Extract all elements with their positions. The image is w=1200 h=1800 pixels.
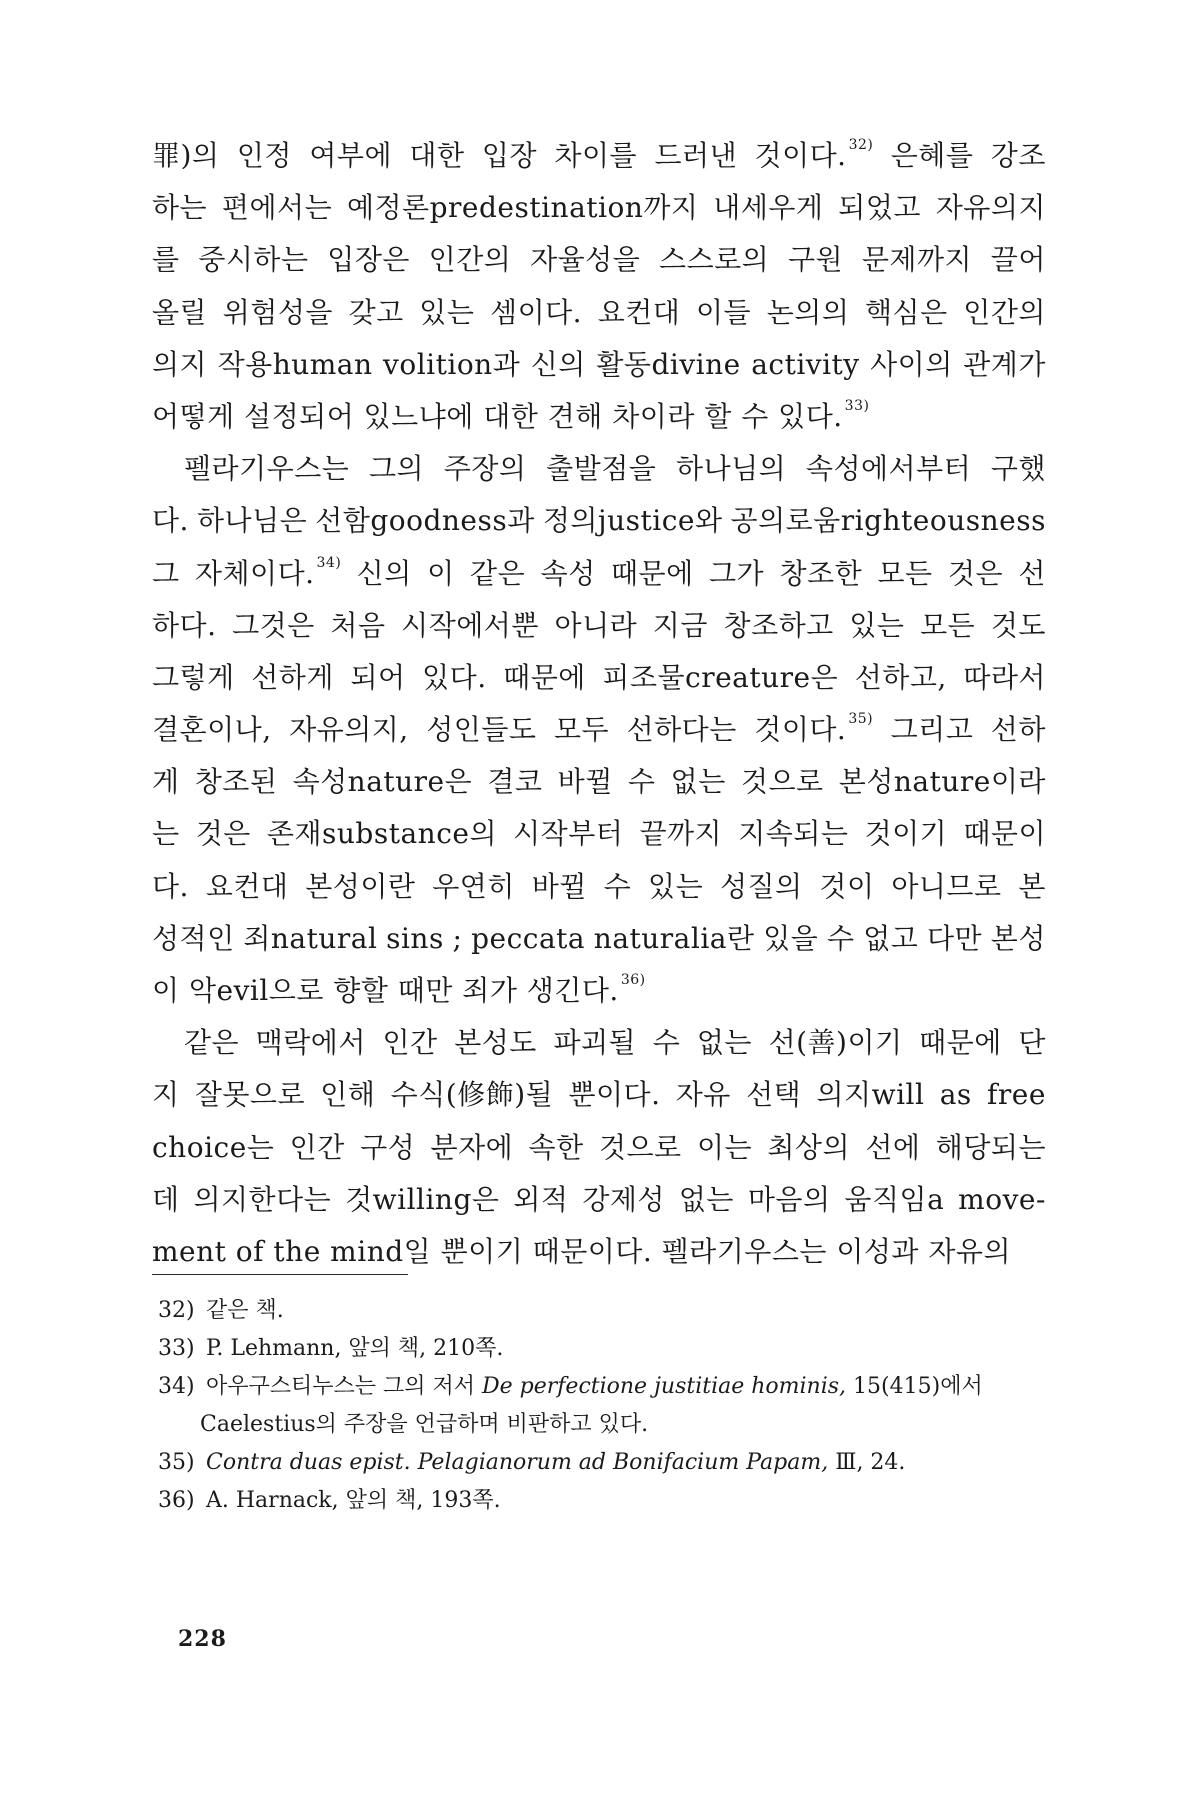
word: 활동divine bbox=[596, 347, 741, 381]
word: 지속되는 bbox=[738, 817, 849, 851]
word: 모든 bbox=[920, 608, 976, 642]
word: 의지 bbox=[152, 347, 208, 381]
word: 문제까지 bbox=[861, 243, 973, 277]
word: 이 bbox=[427, 556, 455, 590]
text-run: ment of the mind일 뿐이기 때문이다. 펠라기우스는 이성과 자유의 bbox=[152, 1234, 1012, 1268]
text-run: 이 악evil으로 향할 때만 죄가 생긴다. bbox=[152, 974, 619, 1007]
word: 아니므로 bbox=[891, 869, 1002, 903]
word: 입장 bbox=[481, 139, 538, 172]
word: ; bbox=[452, 921, 463, 955]
footnote-marker: 35) bbox=[848, 711, 874, 728]
text-line bbox=[152, 130, 1046, 182]
word: 시작에서뿐 bbox=[401, 608, 539, 642]
word: 그렇게 bbox=[152, 660, 235, 694]
footnote bbox=[158, 1482, 1048, 1520]
word: 드러낸 bbox=[654, 139, 738, 172]
word: 하나님은 bbox=[196, 504, 308, 538]
word: 있는 bbox=[648, 869, 704, 903]
word: 처음 bbox=[330, 608, 386, 642]
word: 예정론predestination까지 bbox=[346, 191, 699, 225]
word: 단 bbox=[1018, 1026, 1046, 1060]
word: 성적인 bbox=[152, 921, 235, 955]
word: 성질의 bbox=[719, 869, 803, 903]
word: 되었고 bbox=[838, 191, 921, 225]
footnote-number: 32) bbox=[158, 1298, 195, 1323]
word: 자유 bbox=[675, 1078, 731, 1112]
word: 시작부터 bbox=[513, 817, 624, 851]
word: 펠라기우스는 bbox=[184, 452, 350, 486]
body-text bbox=[152, 130, 1046, 1278]
word: 그것은 bbox=[232, 608, 315, 642]
word: 것이다. $^{32)}$ bbox=[754, 137, 874, 172]
footnote-text: 같은 책. bbox=[206, 1298, 284, 1323]
word: choice는 bbox=[152, 1130, 275, 1164]
word: 있을 bbox=[763, 921, 819, 955]
word: 하나님의 bbox=[676, 452, 787, 486]
word: free bbox=[987, 1078, 1046, 1112]
word: 게 bbox=[152, 765, 180, 799]
word: 셈이다. bbox=[490, 295, 583, 329]
word: 때문에 bbox=[919, 1026, 1002, 1060]
word: 때문에 bbox=[503, 660, 586, 694]
word: 창조된 bbox=[194, 765, 278, 799]
word: 지 bbox=[152, 1078, 180, 1112]
text-line bbox=[152, 234, 1046, 286]
word: 중시하는 bbox=[198, 243, 309, 277]
word: 인정 bbox=[236, 139, 292, 172]
word: 선하다는 bbox=[626, 713, 737, 747]
word: 창조한 bbox=[779, 556, 863, 590]
word: 출발점을 bbox=[546, 452, 657, 486]
footnote-text: 아우구스티누스는 그의 저서 De perfectione justitiae hominis, 15(415)에서 bbox=[206, 1374, 983, 1399]
word: volition과 bbox=[383, 347, 521, 381]
word: 그가 bbox=[709, 556, 765, 590]
word: 것은 bbox=[947, 556, 1004, 590]
word: 이들 bbox=[695, 295, 752, 329]
word: 의지will bbox=[816, 1078, 925, 1112]
word: 그 bbox=[152, 556, 180, 590]
footnote bbox=[158, 1292, 1048, 1330]
word: 요컨대 bbox=[597, 295, 681, 329]
word: 사이의 bbox=[870, 347, 953, 381]
footnote-separator bbox=[152, 1274, 408, 1275]
word: move- bbox=[958, 1182, 1046, 1216]
word: 피조물creature은 bbox=[602, 660, 839, 694]
word: 것도 bbox=[990, 608, 1046, 642]
word: 것이기 bbox=[864, 817, 948, 851]
word: peccata bbox=[471, 921, 586, 955]
word: 때문이 bbox=[963, 817, 1046, 851]
word: 없는 bbox=[678, 1182, 734, 1216]
word: 본성 bbox=[990, 921, 1046, 955]
word: 존재substance의 bbox=[266, 817, 497, 851]
word: 그의 bbox=[368, 452, 425, 486]
word: 것으로 bbox=[740, 765, 824, 799]
word: 罪)의 bbox=[152, 139, 220, 172]
word: 입장은 bbox=[327, 243, 410, 277]
word: 없는 bbox=[696, 1026, 752, 1060]
word: 수 bbox=[627, 765, 656, 799]
word: 수 bbox=[826, 921, 855, 955]
word: 인해 bbox=[320, 1078, 376, 1112]
footnote bbox=[158, 1444, 1048, 1482]
text-line bbox=[152, 443, 1046, 495]
word: 있는 bbox=[849, 608, 905, 642]
footnote-continuation: Caelestius의 주장을 언급하며 비판하고 있다. bbox=[200, 1412, 649, 1437]
word: 다. bbox=[152, 869, 189, 903]
word: 잘못으로 bbox=[194, 1078, 306, 1112]
footnote-marker: 34) bbox=[316, 554, 342, 571]
word: 있다. bbox=[422, 660, 487, 694]
word: 속성에서부터 bbox=[805, 452, 972, 486]
word: 지금 bbox=[652, 608, 708, 642]
word: 요컨대 bbox=[205, 869, 289, 903]
footnote-number: 35) bbox=[158, 1450, 195, 1475]
word: 있는 bbox=[419, 295, 475, 329]
word: 정의justice와 bbox=[542, 504, 723, 538]
word: 올릴 bbox=[152, 295, 208, 329]
word: 때문에 bbox=[610, 556, 694, 590]
word: 관계가 bbox=[963, 347, 1046, 381]
text-line bbox=[152, 808, 1046, 860]
word: 없는 bbox=[670, 765, 726, 799]
word: 죄natural bbox=[243, 921, 378, 955]
word: 따라서 bbox=[963, 660, 1046, 694]
word: 그리고 bbox=[890, 713, 974, 747]
word: 자율성을 bbox=[530, 243, 641, 277]
word: 신의 bbox=[356, 556, 412, 590]
word: 구했 bbox=[990, 452, 1046, 486]
word: 데 bbox=[152, 1182, 180, 1216]
word: 없고 bbox=[863, 921, 919, 955]
word: 대한 bbox=[409, 139, 465, 172]
word: 인간의 bbox=[963, 295, 1046, 329]
word: as bbox=[939, 1078, 972, 1112]
footnotes bbox=[158, 1292, 1048, 1520]
word: 것이 bbox=[819, 869, 875, 903]
word: 편에서는 bbox=[221, 191, 333, 225]
word: 바뀔 bbox=[531, 869, 587, 903]
word: 스스로의 bbox=[659, 243, 770, 277]
word: 창조하고 bbox=[723, 608, 834, 642]
word: 구성 bbox=[360, 1130, 416, 1164]
text-line bbox=[152, 495, 1046, 547]
word: 구원 bbox=[787, 243, 844, 277]
word: 뿐이다. bbox=[568, 1078, 661, 1112]
word: 인간 bbox=[382, 1026, 438, 1060]
word: 강조 bbox=[990, 139, 1046, 172]
word: 것으로 bbox=[598, 1130, 682, 1164]
page-number: 228 bbox=[178, 1626, 227, 1652]
word: 여부에 bbox=[309, 139, 393, 172]
footnote bbox=[158, 1330, 1048, 1368]
word: 결혼이나, bbox=[152, 713, 272, 747]
footnote bbox=[158, 1368, 1048, 1406]
word: 자유의지, bbox=[289, 713, 409, 747]
word: 의지한다는 bbox=[193, 1182, 332, 1216]
word: 강제성 bbox=[582, 1182, 665, 1216]
text-run: 어떻게 설정되어 있느냐에 대한 견해 차이라 할 수 있다. bbox=[152, 399, 843, 433]
text-line bbox=[152, 339, 1046, 391]
word: 분자에 bbox=[430, 1130, 514, 1164]
word: 것은 bbox=[195, 817, 251, 851]
text-line bbox=[152, 1174, 1046, 1226]
word: 본성도 bbox=[454, 1026, 537, 1060]
word: 아니라 bbox=[554, 608, 638, 642]
word: naturalia란 bbox=[593, 921, 755, 955]
word: 인간의 bbox=[428, 243, 512, 277]
footnote-marker: 36) bbox=[620, 972, 646, 988]
word: 바뀔 bbox=[557, 765, 613, 799]
word: 다만 bbox=[927, 921, 983, 955]
text-line bbox=[152, 548, 1046, 600]
text-line bbox=[152, 652, 1046, 704]
word: 본성이란 bbox=[305, 869, 416, 903]
word: 작용human bbox=[217, 347, 373, 381]
footnote-marker: 32) bbox=[848, 137, 874, 153]
text-line bbox=[152, 182, 1046, 234]
word: 해당되는 bbox=[935, 1130, 1046, 1164]
word: 하다. bbox=[152, 608, 217, 642]
text-line bbox=[152, 1069, 1046, 1121]
word: 차이를 bbox=[554, 139, 638, 172]
word: 주장의 bbox=[443, 452, 527, 486]
text-line bbox=[152, 913, 1046, 965]
word: 같은 bbox=[184, 1026, 240, 1060]
word: 자유의지 bbox=[935, 191, 1046, 225]
word: 본성nature이라 bbox=[838, 765, 1046, 799]
word: 같은 bbox=[470, 556, 526, 590]
word: 선(善)이기 bbox=[768, 1026, 903, 1060]
word: 우연히 bbox=[432, 869, 515, 903]
text-line bbox=[152, 861, 1046, 913]
word: 끌어 bbox=[990, 243, 1046, 277]
word: 움직임a bbox=[844, 1182, 945, 1216]
word: 수 bbox=[603, 869, 632, 903]
word: 선하고, bbox=[854, 660, 947, 694]
word: 끝까지 bbox=[639, 817, 723, 851]
word: 갖고 bbox=[348, 295, 404, 329]
word: activity bbox=[751, 347, 860, 381]
word: sins bbox=[386, 921, 444, 955]
word: 속한 bbox=[528, 1130, 584, 1164]
text-line bbox=[152, 1017, 1046, 1069]
word: 것willing은 bbox=[345, 1182, 500, 1216]
text-line bbox=[152, 965, 1046, 1017]
word: 속성nature은 bbox=[292, 765, 473, 799]
word: 수식(修飾)될 bbox=[390, 1078, 554, 1112]
text-line bbox=[152, 600, 1046, 652]
word: 속성 bbox=[540, 556, 596, 590]
word: 이는 bbox=[696, 1130, 753, 1164]
text-line bbox=[152, 391, 1046, 443]
word: 선 bbox=[1018, 556, 1046, 590]
text-line bbox=[152, 1226, 1046, 1278]
word: 모든 bbox=[877, 556, 933, 590]
word: 핵심은 bbox=[865, 295, 948, 329]
word: 최상의 bbox=[767, 1130, 851, 1164]
word: 선하게 bbox=[251, 660, 334, 694]
word: 다. bbox=[152, 504, 189, 538]
footnote-number: 34) bbox=[158, 1374, 195, 1399]
word: 성인들도 bbox=[426, 713, 537, 747]
word: 모두 bbox=[553, 713, 610, 747]
footnote-number: 36) bbox=[158, 1488, 195, 1513]
word: 논의의 bbox=[766, 295, 850, 329]
text-line bbox=[152, 287, 1046, 339]
word: 선함goodness과 bbox=[315, 504, 535, 538]
text-line bbox=[152, 1122, 1046, 1174]
word: 외적 bbox=[513, 1182, 569, 1216]
word: 본 bbox=[1018, 869, 1046, 903]
word: 를 bbox=[152, 243, 180, 277]
word: 위험성을 bbox=[222, 295, 333, 329]
word: 공의로움righteousness bbox=[730, 504, 1046, 538]
text-line bbox=[152, 756, 1046, 808]
word: 내세우게 bbox=[713, 191, 824, 225]
footnote-text: A. Harnack, 앞의 책, 193쪽. bbox=[206, 1488, 501, 1513]
word: 맥락에서 bbox=[255, 1026, 366, 1060]
text-line bbox=[152, 704, 1046, 756]
word: 결코 bbox=[487, 765, 543, 799]
footnote-number: 33) bbox=[158, 1336, 195, 1361]
word: 파괴될 bbox=[553, 1026, 637, 1060]
word: 는 bbox=[152, 817, 180, 851]
word: 선택 bbox=[746, 1078, 802, 1112]
word: 신의 bbox=[530, 347, 586, 381]
word: 마음의 bbox=[747, 1182, 831, 1216]
word: 것이다. $^{35)}$ bbox=[754, 711, 874, 747]
word: 되어 bbox=[350, 660, 406, 694]
word: 수 bbox=[652, 1026, 681, 1060]
word: 선하 bbox=[990, 713, 1046, 747]
word: 선에 bbox=[865, 1130, 921, 1164]
footnote-text: Contra duas epist. Pelagianorum ad Bonifacium Papam, Ⅲ, 24. bbox=[206, 1450, 906, 1475]
word: 은혜를 bbox=[890, 139, 974, 172]
word: 인간 bbox=[289, 1130, 345, 1164]
word: 자체이다. $^{34)}$ bbox=[194, 554, 342, 590]
footnote-marker: 33) bbox=[844, 397, 870, 414]
word: 하는 bbox=[152, 191, 208, 225]
footnote-text: P. Lehmann, 앞의 책, 210쪽. bbox=[206, 1336, 504, 1361]
